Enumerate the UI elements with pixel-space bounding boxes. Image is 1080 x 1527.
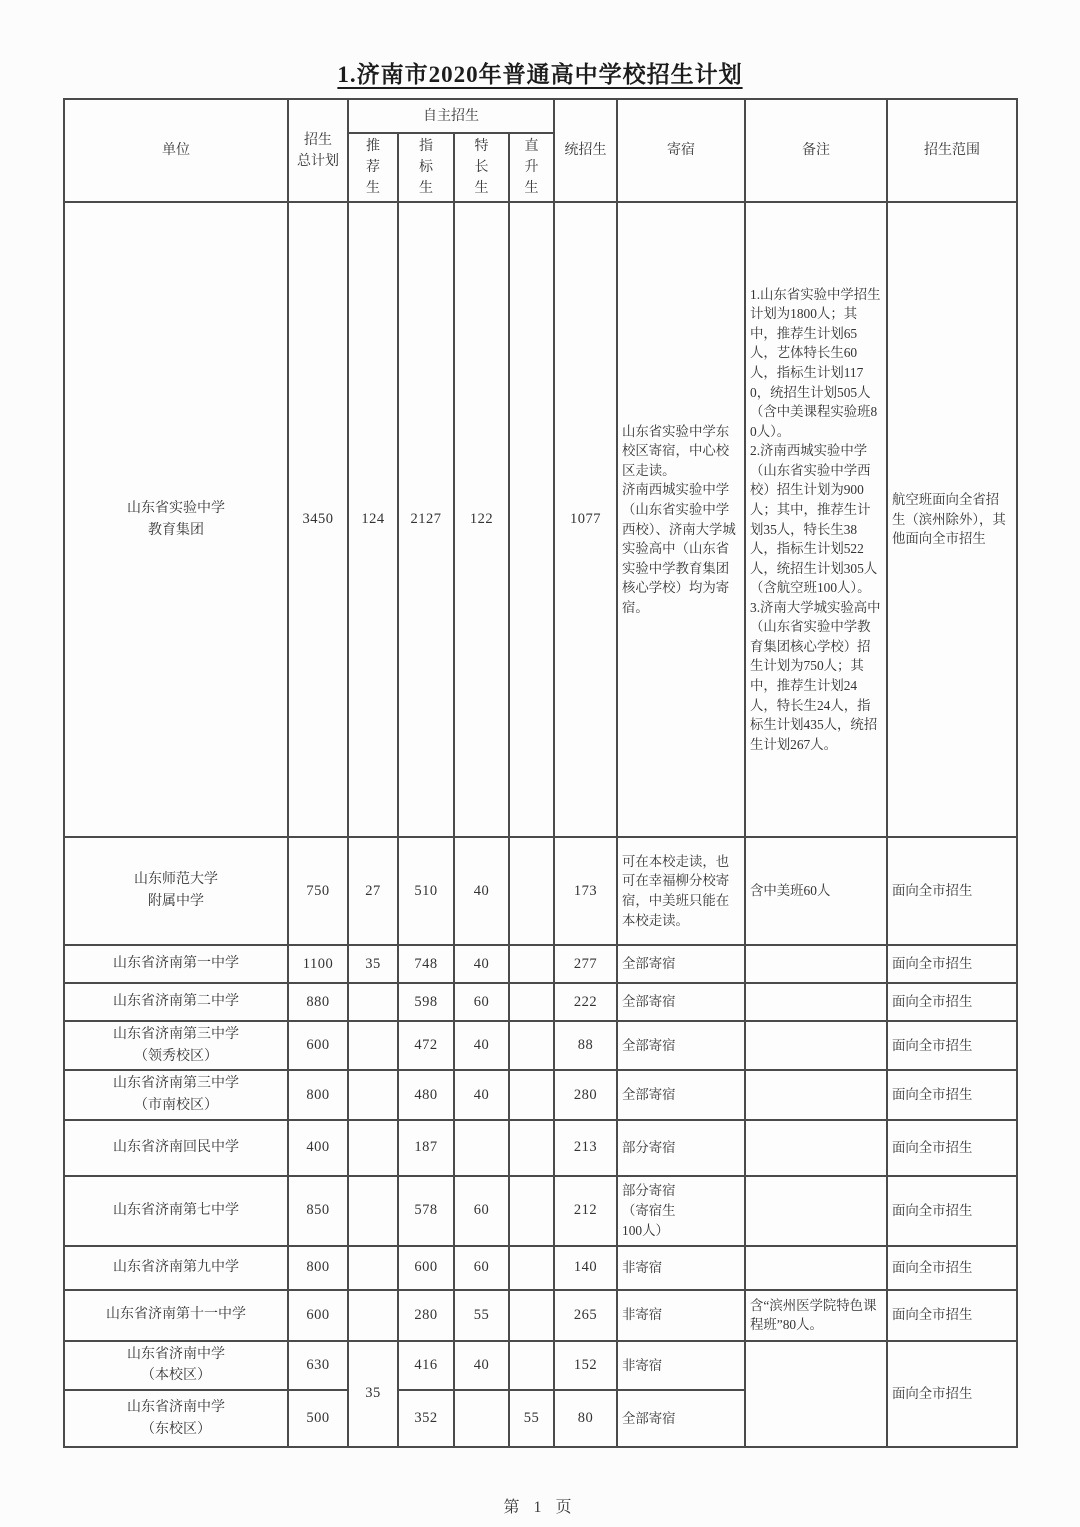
cell-direct: 55 bbox=[509, 1390, 554, 1447]
cell-boarding: 非寄宿 bbox=[617, 1290, 745, 1341]
cell-notes: 含中美班60人 bbox=[745, 837, 887, 945]
cell-unified: 88 bbox=[554, 1021, 617, 1070]
header-direct: 直 升 生 bbox=[509, 133, 554, 202]
header-independent-group: 自主招生 bbox=[348, 99, 554, 133]
cell-direct bbox=[509, 983, 554, 1021]
cell-recommended: 35 bbox=[348, 1341, 398, 1447]
cell-unified: 80 bbox=[554, 1390, 617, 1447]
cell-recommended bbox=[348, 983, 398, 1021]
header-unified: 统招生 bbox=[554, 99, 617, 202]
cell-special: 55 bbox=[454, 1290, 509, 1341]
cell-unit: 山东省济南第十一中学 bbox=[64, 1290, 288, 1341]
cell-unit: 山东省济南第七中学 bbox=[64, 1176, 288, 1246]
cell-scope: 面向全市招生 bbox=[887, 1290, 1017, 1341]
cell-scope: 航空班面向全省招生（滨州除外），其他面向全市招生 bbox=[887, 202, 1017, 837]
cell-recommended: 35 bbox=[348, 945, 398, 983]
cell-total: 600 bbox=[288, 1021, 348, 1070]
table-row bbox=[64, 983, 1017, 1021]
cell-quota: 187 bbox=[398, 1120, 454, 1176]
cell-total: 880 bbox=[288, 983, 348, 1021]
cell-special: 40 bbox=[454, 1021, 509, 1070]
cell-recommended bbox=[348, 1021, 398, 1070]
cell-quota: 510 bbox=[398, 837, 454, 945]
cell-special: 40 bbox=[454, 1070, 509, 1119]
cell-total: 800 bbox=[288, 1246, 348, 1290]
cell-unit: 山东省济南第九中学 bbox=[64, 1246, 288, 1290]
cell-notes bbox=[745, 1070, 887, 1119]
cell-boarding: 部分寄宿 bbox=[617, 1120, 745, 1176]
cell-direct bbox=[509, 1290, 554, 1341]
cell-unit: 山东省济南第三中学 （市南校区） bbox=[64, 1070, 288, 1119]
cell-unit: 山东省济南中学 （东校区） bbox=[64, 1390, 288, 1447]
cell-unit: 山东省济南第二中学 bbox=[64, 983, 288, 1021]
cell-recommended bbox=[348, 1290, 398, 1341]
cell-notes bbox=[745, 1246, 887, 1290]
cell-total: 630 bbox=[288, 1341, 348, 1390]
cell-recommended bbox=[348, 1176, 398, 1246]
cell-special: 60 bbox=[454, 1176, 509, 1246]
cell-total: 800 bbox=[288, 1070, 348, 1119]
cell-scope: 面向全市招生 bbox=[887, 1070, 1017, 1119]
cell-boarding: 非寄宿 bbox=[617, 1341, 745, 1390]
cell-notes: 含“滨州医学院特色课程班”80人。 bbox=[745, 1290, 887, 1341]
table-row bbox=[64, 1070, 1017, 1119]
cell-unified: 280 bbox=[554, 1070, 617, 1119]
cell-quota: 472 bbox=[398, 1021, 454, 1070]
cell-direct bbox=[509, 1176, 554, 1246]
cell-recommended: 124 bbox=[348, 202, 398, 837]
cell-quota: 416 bbox=[398, 1341, 454, 1390]
cell-unified: 265 bbox=[554, 1290, 617, 1341]
table-body bbox=[64, 202, 1017, 1447]
cell-total: 850 bbox=[288, 1176, 348, 1246]
cell-quota: 578 bbox=[398, 1176, 454, 1246]
cell-notes bbox=[745, 1176, 887, 1246]
cell-total: 600 bbox=[288, 1290, 348, 1341]
cell-total: 400 bbox=[288, 1120, 348, 1176]
cell-scope: 面向全市招生 bbox=[887, 1341, 1017, 1447]
cell-unified: 213 bbox=[554, 1120, 617, 1176]
cell-boarding: 山东省实验中学东校区寄宿，中心校区走读。 济南西城实验中学（山东省实验中学西校）、济南大学城实验高中（山东省实验中学教育集团核心学校）均为寄宿。 bbox=[617, 202, 745, 837]
cell-boarding: 全部寄宿 bbox=[617, 945, 745, 983]
table-row bbox=[64, 1120, 1017, 1176]
cell-boarding: 全部寄宿 bbox=[617, 1021, 745, 1070]
cell-special: 40 bbox=[454, 837, 509, 945]
cell-scope: 面向全市招生 bbox=[887, 1021, 1017, 1070]
cell-quota: 352 bbox=[398, 1390, 454, 1447]
cell-unit: 山东省济南第一中学 bbox=[64, 945, 288, 983]
cell-direct bbox=[509, 1021, 554, 1070]
cell-unified: 152 bbox=[554, 1341, 617, 1390]
header-scope: 招生范围 bbox=[887, 99, 1017, 202]
cell-special: 60 bbox=[454, 1246, 509, 1290]
cell-quota: 480 bbox=[398, 1070, 454, 1119]
cell-total: 1100 bbox=[288, 945, 348, 983]
cell-unit: 山东省实验中学 教育集团 bbox=[64, 202, 288, 837]
cell-unified: 140 bbox=[554, 1246, 617, 1290]
cell-quota: 598 bbox=[398, 983, 454, 1021]
cell-special: 60 bbox=[454, 983, 509, 1021]
header-special: 特 长 生 bbox=[454, 133, 509, 202]
cell-direct bbox=[509, 837, 554, 945]
cell-direct bbox=[509, 1070, 554, 1119]
cell-total: 500 bbox=[288, 1390, 348, 1447]
cell-boarding: 非寄宿 bbox=[617, 1246, 745, 1290]
header-recommended: 推 荐 生 bbox=[348, 133, 398, 202]
cell-direct bbox=[509, 202, 554, 837]
cell-notes bbox=[745, 945, 887, 983]
cell-scope: 面向全市招生 bbox=[887, 837, 1017, 945]
page-title: 1.济南市2020年普通高中学校招生计划 bbox=[337, 62, 743, 87]
cell-recommended bbox=[348, 1120, 398, 1176]
cell-recommended bbox=[348, 1070, 398, 1119]
cell-unit: 山东师范大学 附属中学 bbox=[64, 837, 288, 945]
cell-direct bbox=[509, 1120, 554, 1176]
cell-unit: 山东省济南回民中学 bbox=[64, 1120, 288, 1176]
table-row bbox=[64, 837, 1017, 945]
cell-direct bbox=[509, 945, 554, 983]
table-row bbox=[64, 1246, 1017, 1290]
cell-quota: 748 bbox=[398, 945, 454, 983]
header-unit: 单位 bbox=[64, 99, 288, 202]
cell-notes: 1.山东省实验中学招生计划为1800人；其中，推荐生计划65人，艺体特长生60人，指标生计划1170，统招生计划505人（含中美课程实验班80人）。 2.济南西城实验中学（山东省实验中学西校）招生计划为900人；其中，推荐生计划35人，特长生38人，指标生计划522人，统招生计划305人（含航空班100人）。 3.济南大学城实验高中（山东省实验中学教育集团核心学校）招生计划为750人；其中，推荐生计划24人，特长生24人，指标生计划435人，统招生计划267人。 bbox=[745, 202, 887, 837]
cell-notes bbox=[745, 1120, 887, 1176]
header-notes: 备注 bbox=[745, 99, 887, 202]
cell-unit: 山东省济南第三中学 （领秀校区） bbox=[64, 1021, 288, 1070]
cell-boarding: 可在本校走读，也可在幸福柳分校寄宿，中美班只能在本校走读。 bbox=[617, 837, 745, 945]
cell-boarding: 全部寄宿 bbox=[617, 1390, 745, 1447]
cell-boarding: 部分寄宿 （寄宿生 100人） bbox=[617, 1176, 745, 1246]
cell-boarding: 全部寄宿 bbox=[617, 983, 745, 1021]
cell-total: 750 bbox=[288, 837, 348, 945]
cell-special: 40 bbox=[454, 945, 509, 983]
cell-scope: 面向全市招生 bbox=[887, 983, 1017, 1021]
cell-scope: 面向全市招生 bbox=[887, 945, 1017, 983]
cell-special bbox=[454, 1120, 509, 1176]
cell-quota: 600 bbox=[398, 1246, 454, 1290]
cell-unified: 173 bbox=[554, 837, 617, 945]
cell-special: 40 bbox=[454, 1341, 509, 1390]
cell-unified: 1077 bbox=[554, 202, 617, 837]
header-boarding: 寄宿 bbox=[617, 99, 745, 202]
cell-unified: 212 bbox=[554, 1176, 617, 1246]
cell-special bbox=[454, 1390, 509, 1447]
header-total-plan: 招生 总计划 bbox=[288, 99, 348, 202]
table-row bbox=[64, 1021, 1017, 1070]
header-quota: 指 标 生 bbox=[398, 133, 454, 202]
cell-scope: 面向全市招生 bbox=[887, 1246, 1017, 1290]
cell-quota: 280 bbox=[398, 1290, 454, 1341]
page-number: 第 1 页 bbox=[503, 1499, 577, 1517]
cell-notes bbox=[745, 1021, 887, 1070]
cell-unit: 山东省济南中学 （本校区） bbox=[64, 1341, 288, 1390]
cell-recommended bbox=[348, 1246, 398, 1290]
cell-unified: 277 bbox=[554, 945, 617, 983]
table-row bbox=[64, 202, 1017, 837]
cell-quota: 2127 bbox=[398, 202, 454, 837]
cell-scope: 面向全市招生 bbox=[887, 1176, 1017, 1246]
cell-total: 3450 bbox=[288, 202, 348, 837]
table-row bbox=[64, 945, 1017, 983]
cell-boarding: 全部寄宿 bbox=[617, 1070, 745, 1119]
table-row bbox=[64, 1341, 1017, 1390]
cell-direct bbox=[509, 1341, 554, 1390]
table-row bbox=[64, 1176, 1017, 1246]
table-row bbox=[64, 1290, 1017, 1341]
cell-special: 122 bbox=[454, 202, 509, 837]
cell-direct bbox=[509, 1246, 554, 1290]
table-header bbox=[64, 99, 1017, 202]
cell-scope: 面向全市招生 bbox=[887, 1120, 1017, 1176]
cell-notes bbox=[745, 983, 887, 1021]
cell-recommended: 27 bbox=[348, 837, 398, 945]
cell-notes bbox=[745, 1341, 887, 1447]
enrollment-table bbox=[63, 98, 1018, 1448]
cell-unified: 222 bbox=[554, 983, 617, 1021]
header-row-top bbox=[64, 99, 1017, 133]
